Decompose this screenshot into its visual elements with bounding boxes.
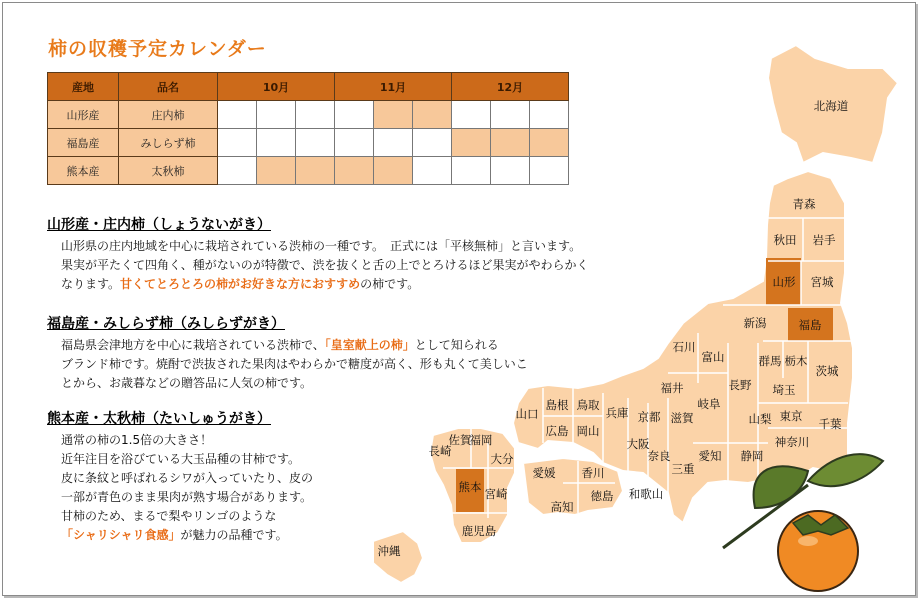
header-origin: 産地 (48, 73, 119, 101)
text-line: 一部が青色のまま果肉が熟す場合があります。 (61, 490, 313, 504)
row-product: 太秋柿 (119, 157, 218, 185)
table-body (48, 101, 569, 185)
pref-hiroshima: 広島 (545, 424, 569, 438)
text-line: 皮に条紋と呼ばれるシワが入っていたり、皮の (61, 471, 314, 485)
table-row (48, 129, 569, 157)
period-cell (452, 129, 491, 157)
pref-kochi: 高知 (550, 500, 574, 514)
row-product: 庄内柿 (119, 101, 218, 129)
text-line: 甘柿のため、まるで梨やリンゴのような (61, 509, 277, 523)
period-cell (296, 129, 335, 157)
period-cell (491, 157, 530, 185)
period-cell (218, 101, 257, 129)
section-text (61, 336, 727, 393)
pref-akita: 秋田 (773, 233, 797, 247)
table-row (48, 101, 569, 129)
period-cell (335, 129, 374, 157)
text-line: 福島県会津地方を中心に栽培されている渋柿で、 (61, 338, 325, 352)
period-cell (413, 157, 452, 185)
period-cell (335, 101, 374, 129)
text-line: の柿です。 (360, 277, 420, 291)
pref-gunma: 群馬 (758, 354, 782, 368)
text-line: 山形県の庄内地域を中心に栽培されている渋柿の一種です。 正式には「平核無柿」と言います。 (61, 239, 582, 253)
pref-nagasaki: 長崎 (428, 444, 452, 458)
page-title: 柿の収穫予定カレンダー (48, 38, 267, 60)
pref-ibaraki: 茨城 (815, 364, 839, 378)
period-cell (491, 129, 530, 157)
pref-miyazaki: 宮崎 (484, 487, 508, 501)
pref-chiba: 千葉 (818, 417, 842, 431)
text-line: として知られる (414, 338, 499, 352)
pref-kagawa: 香川 (581, 466, 605, 480)
period-cell (218, 157, 257, 185)
header-nov: 11月 (335, 73, 452, 101)
header-oct: 10月 (218, 73, 335, 101)
period-cell (374, 157, 413, 185)
period-cell (413, 101, 452, 129)
pref-oita: 大分 (490, 452, 514, 466)
section-fukushima (47, 313, 727, 393)
pref-fukushima: 福島 (798, 318, 822, 332)
pref-shiga: 滋賀 (670, 411, 694, 425)
period-cell (257, 157, 296, 185)
row-product: みしらず柿 (119, 129, 218, 157)
pref-tokushima: 徳島 (590, 489, 614, 503)
pref-shimane: 島根 (545, 398, 569, 412)
text-line: が魅力の品種です。 (180, 528, 288, 542)
pref-saga: 佐賀 (448, 433, 472, 447)
pref-aomori: 青森 (792, 197, 816, 211)
pref-wakayama: 和歌山 (628, 487, 664, 501)
pref-tottori: 鳥取 (576, 398, 600, 412)
pref-yamagata: 山形 (772, 275, 796, 289)
pref-kagoshima: 鹿児島 (461, 524, 497, 538)
period-cell (530, 129, 569, 157)
text-line: とから、お歳暮などの贈答品に人気の柿です。 (61, 376, 313, 390)
period-cell (452, 157, 491, 185)
section-heading: 熊本産・太秋柿（たいしゅうがき） (47, 411, 271, 427)
header-product: 品名 (119, 73, 218, 101)
period-cell (218, 129, 257, 157)
pref-okayama: 岡山 (576, 424, 600, 438)
period-cell (335, 157, 374, 185)
pref-fukui: 福井 (660, 381, 684, 395)
pref-shizuoka: 静岡 (740, 449, 764, 463)
period-cell (491, 101, 530, 129)
harvest-calendar-table (47, 72, 569, 185)
period-cell (257, 129, 296, 157)
section-heading: 山形産・庄内柿（しょうないがき） (47, 217, 271, 233)
pref-yamanashi: 山梨 (748, 412, 772, 426)
pref-tochigi: 栃木 (784, 354, 808, 368)
section-yamagata (47, 214, 727, 294)
period-cell (296, 157, 335, 185)
row-origin: 福島産 (48, 129, 119, 157)
pref-yamaguchi: 山口 (515, 407, 539, 421)
highlight-text: 「シャリシャリ食感」 (61, 528, 181, 542)
pref-osaka: 大阪 (626, 437, 650, 451)
period-cell (296, 101, 335, 129)
pref-iwate: 岩手 (812, 233, 836, 247)
section-text (61, 431, 387, 545)
period-cell (257, 101, 296, 129)
pref-niigata: 新潟 (743, 316, 767, 330)
highlight-text: 「皇室献上の柿」 (324, 338, 415, 352)
pref-fukuoka: 福岡 (469, 433, 493, 447)
header-dec: 12月 (452, 73, 569, 101)
pref-miyagi: 宮城 (810, 275, 834, 289)
table-header-row (48, 73, 569, 101)
pref-hyogo: 兵庫 (605, 406, 629, 420)
pref-okinawa: 沖縄 (377, 544, 401, 558)
period-cell (530, 157, 569, 185)
section-heading: 福島産・みしらず柿（みしらずがき） (47, 316, 285, 332)
pref-saitama: 埼玉 (772, 383, 796, 397)
pref-nara: 奈良 (647, 449, 671, 463)
pref-mie: 三重 (671, 462, 695, 476)
period-cell (374, 101, 413, 129)
row-origin: 熊本産 (48, 157, 119, 185)
period-cell (374, 129, 413, 157)
period-cell (530, 101, 569, 129)
pref-kyoto: 京都 (637, 410, 661, 424)
highlight-text: 甘くてとろとろの柿がお好きな方におすすめ (120, 277, 361, 291)
pref-hokkaido: 北海道 (813, 99, 849, 113)
text-line: なります。 (61, 277, 121, 291)
text-line: 通常の柿の1.5倍の大きさ！ (61, 433, 213, 447)
pref-aichi: 愛知 (698, 449, 722, 463)
text-line: 近年注目を浴びている大玉品種の甘柿です。 (61, 452, 301, 466)
period-cell (413, 129, 452, 157)
pref-gifu: 岐阜 (697, 397, 721, 411)
pref-ehime: 愛媛 (532, 466, 556, 480)
period-cell (452, 101, 491, 129)
table-row (48, 157, 569, 185)
section-text (61, 237, 727, 294)
pref-kumamoto: 熊本 (458, 480, 482, 494)
text-line: ブランド柿です。焼酎で渋抜された果肉はやわらかで糖度が高く、形も丸くて美しいこ (61, 357, 528, 371)
pref-toyama: 富山 (701, 350, 725, 364)
row-origin: 山形産 (48, 101, 119, 129)
pref-ishikawa: 石川 (672, 340, 696, 354)
page-frame (2, 2, 916, 596)
text-line: 果実が平たくて四角く、種がないのが特徴で、渋を抜くと舌の上でとろけるほど果実がやわらかく (61, 258, 589, 272)
pref-tokyo: 東京 (779, 409, 803, 423)
pref-nagano: 長野 (728, 378, 752, 392)
pref-kanagawa: 神奈川 (774, 435, 810, 449)
section-kumamoto (47, 408, 387, 545)
